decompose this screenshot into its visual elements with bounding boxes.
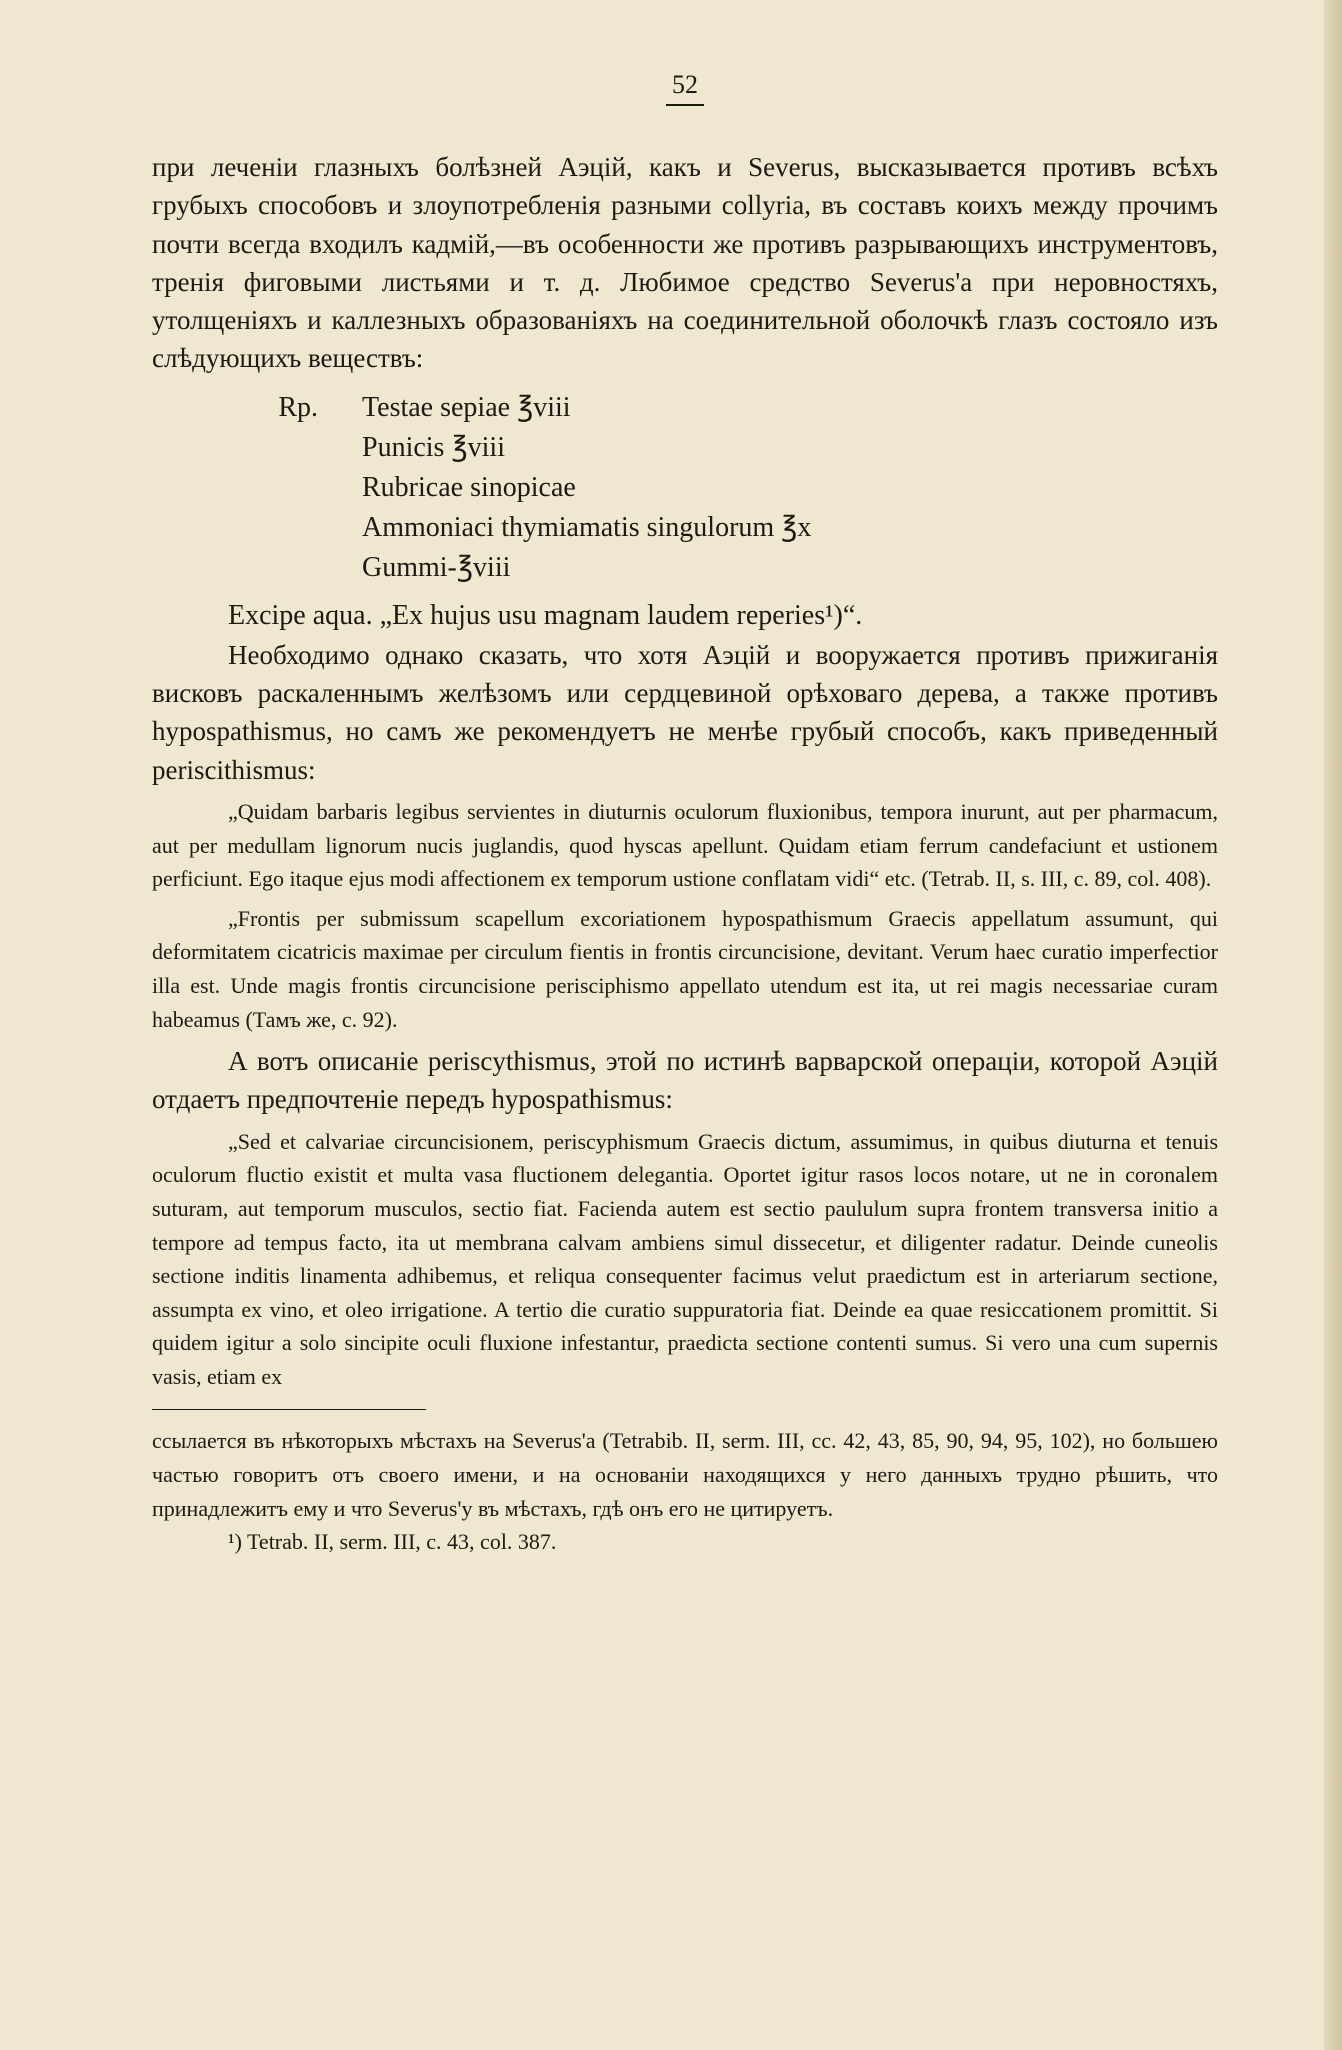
footnote-rule <box>152 1409 426 1410</box>
excipe-line: Excipe aqua. „Ex hujus usu magnam laudem reperies¹)“. <box>228 599 863 631</box>
recipe-row <box>152 508 1218 548</box>
paragraph-3: А вотъ описаніе periscythismus, этой по истинѣ варварской операціи, которой Аэцій отдаетъ предпочтеніе передъ hypospathismus: <box>152 1046 1218 1115</box>
footnote-continuation: ссылается въ нѣкоторыхъ мѣстахъ на Severus'а (Tetrabib. II, serm. III, cc. 42, 43, 85, 90, 94, 95, 102), но большею частью говоритъ отъ своего имени, и на основаніи находящихся у него данныхъ трудно рѣшить, что принадлежитъ ему и что Severus'у въ мѣстахъ, гдѣ онъ его не цитируетъ. <box>152 1428 1218 1521</box>
recipe-ingredient: Rubricae sinopicae <box>362 471 576 503</box>
footnote-1: ¹) Tetrab. II, serm. III, c. 43, col. 387. <box>228 1529 557 1555</box>
book-page <box>152 70 1218 1559</box>
latin-quote-1: „Quidam barbaris legibus servientes in diuturnis oculorum fluxionibus, tempora inurunt, aut per pharmacum, aut per medullam lignorum nucis juglandis, quod hyscas apellunt. Quidam etiam ferrum candefaciunt et ustionem perficiunt. Ego itaque ejus modi affectionem ex temporum ustione conflatam vidi“ etc. (Tetrab. II, s. III, c. 89, col. 408). <box>152 798 1218 892</box>
recipe-ingredient: Testae sepiae ℥viii <box>362 391 571 423</box>
latin-quote-2: „Frontis per submissum scapellum excoriationem hypospathismum Graecis appellatum assumunt, qui deformitatem cicatricis maximae per circulum fientis in frontis circuncisione, devitant. Verum haec curatio imperfectior illa est. Unde magis frontis circuncisione perisciphismo appellato utendum est ita, ut rei magis necessariae curam habeamus (Тамъ же, с. 92). <box>152 905 1218 1032</box>
page-number: 52 <box>152 70 1218 106</box>
recipe-row <box>152 428 1218 468</box>
recipe-ingredient: Gummi-℥viii <box>362 551 511 583</box>
recipe-label: Rp. <box>278 391 318 423</box>
recipe <box>152 388 1218 588</box>
page-edge <box>1324 0 1342 2050</box>
latin-quote-3: „Sed et calvariae circuncisionem, periscyphismum Graecis dictum, assumimus, in quibus diuturna et tenuis oculorum fluctio existit et multa vasa fluctionem delegantia. Oportet igitur rasos locos notare, ut ne in coronalem suturam, aut temporum musculos, sectio fiat. Facienda autem est sectio paululum supra frontem transversa initio a tempore ad tempus facto, ita ut membrana calvam ambiens simul dissecetur, et diligenter radatur. Deinde cuneolis sectione inditis linamenta adhibemus, et reliqua consequenter facimus velut praedictum est in arteriarum sectione, assumpta ex vino, et oleo irrigatione. A tertio die curatio suppuratoria fiat. Deinde ea quae resiccationem promittit. Si quidem igitur a solo sincipite oculi fluxione infestantur, praedicta sectione contenti sumus. Si vero una cum supernis vasis, etiam ex <box>152 1128 1218 1389</box>
recipe-ingredient: Punicis ℥viii <box>362 431 505 463</box>
recipe-ingredient: Ammoniaci thymiamatis singulorum ℥x <box>362 511 812 543</box>
paragraph-1: при леченіи глазныхъ болѣзней Аэцій, какъ и Severus, высказывается противъ всѣхъ грубыхъ способовъ и злоупотребленія разными collyria, въ составъ коихъ между прочимъ почти всегда входилъ кадмій,—въ особенности же противъ разрывающихъ инструментовъ, тренія фиговыми листьями и т. д. Любимое средство Severus'а при неровностяхъ, утолщеніяхъ и каллезныхъ образованіяхъ на соединительной оболочкѣ глазъ состояло изъ слѣдующихъ веществъ: <box>152 152 1218 374</box>
recipe-row <box>152 548 1218 588</box>
recipe-row <box>152 388 1218 428</box>
recipe-row <box>152 468 1218 508</box>
paragraph-2: Необходимо однако сказать, что хотя Аэцій и вооружается противъ прижиганія висковъ раскаленнымъ желѣзомъ или сердцевиной орѣховаго дерева, а также противъ hypospathismus, но самъ же рекомендуетъ не менѣе грубый способъ, какъ приведенный periscithismus: <box>152 639 1218 785</box>
